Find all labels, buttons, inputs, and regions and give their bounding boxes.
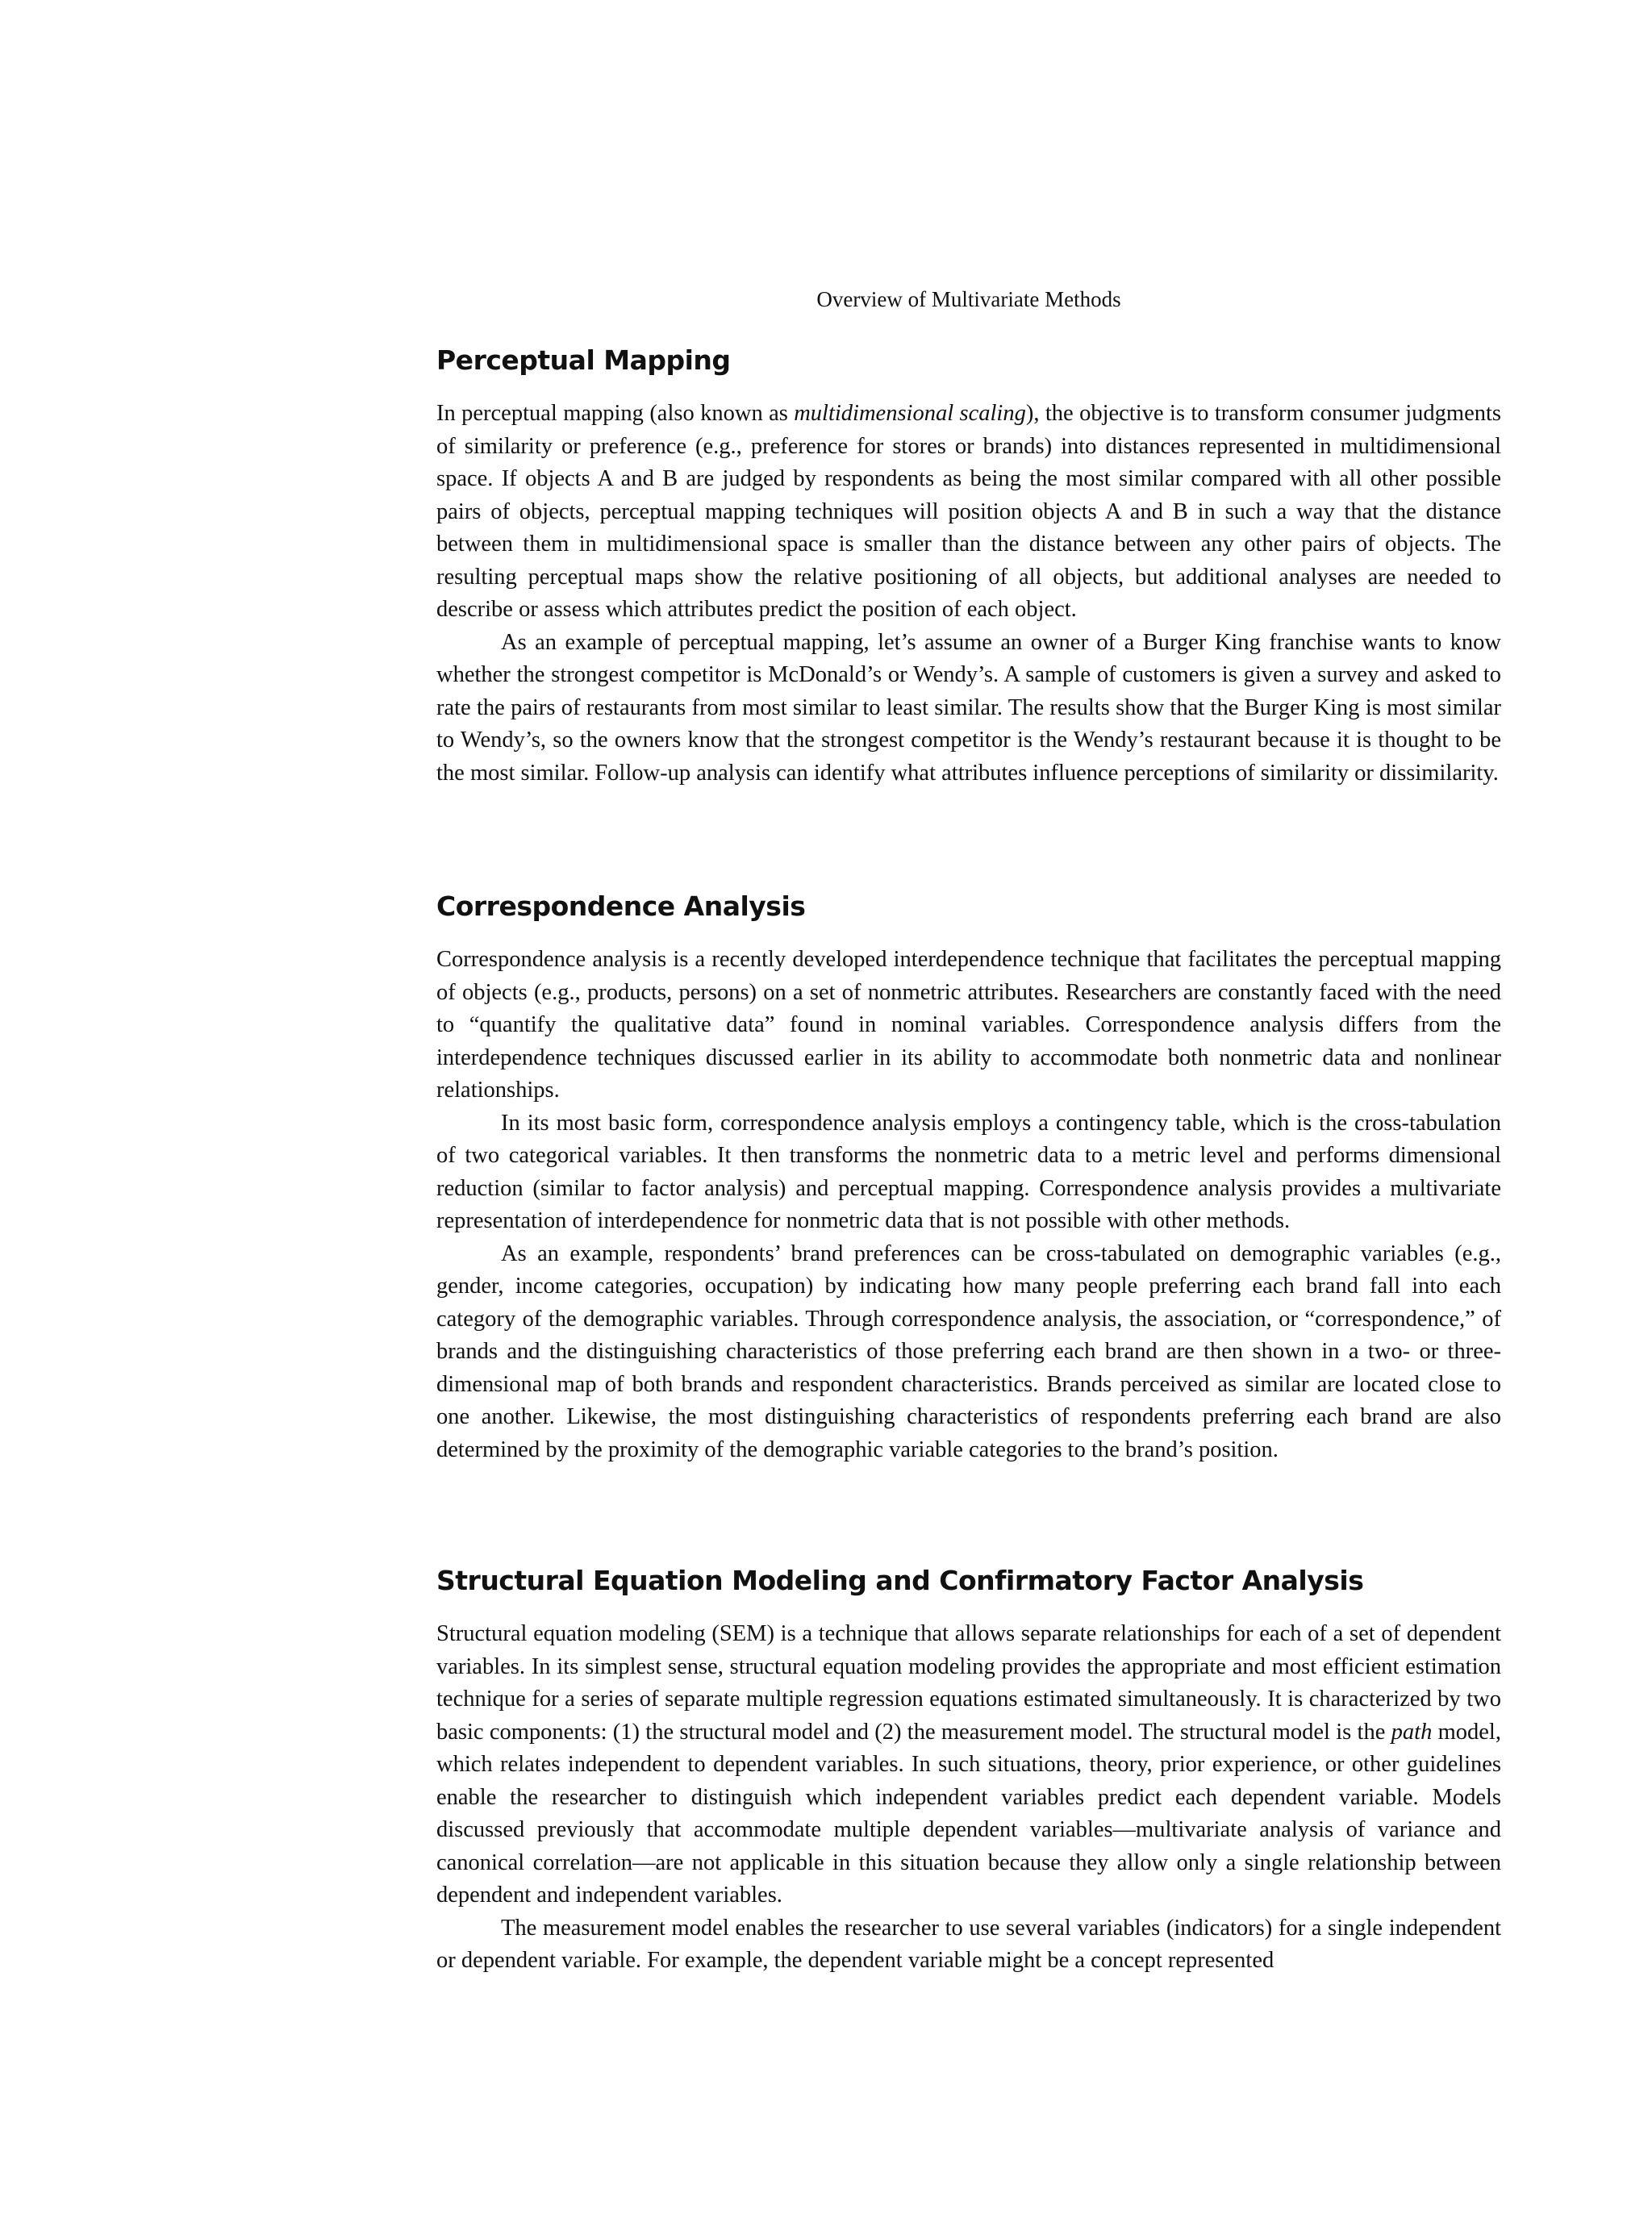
paragraph (436, 398, 1501, 627)
italic-term: multidimensional scaling (794, 401, 1026, 426)
paragraph-text: model, which relates independent to dependent variables. In such situations, theory, prior experience, or other guidelines enable the researcher to distinguish which independent variables predict each dependent variable. Models discussed previously that accommodate multiple dependent variables—multivariate analysis of variance and canonical correlation—are not applicable in this situation because they allow only a single relationship between dependent and independent variables. (436, 1719, 1501, 1908)
section-heading: Structural Equation Modeling and Confirmatory Factor Analysis (436, 1565, 1364, 1596)
paragraph-text: Structural equation modeling (SEM) is a technique that allows separate relationships for each of a set of dependent variables. In its simplest sense, structural equation modeling provides the appropriate and most efficient estimation technique for a series of separate multiple regression equations estimated simultaneously. It is characterized by two basic components: (1) the structural model and (2) the measurement model. The structural model is the (436, 1621, 1501, 1745)
paragraph-text: In perceptual mapping (also known as (436, 401, 795, 426)
section-perceptual-mapping (436, 343, 1501, 790)
italic-term: path (1391, 1719, 1433, 1745)
section-heading: Perceptual Mapping (436, 344, 731, 376)
section-heading: Correspondence Analysis (436, 890, 806, 922)
section-structural-equation-modeling (436, 1563, 1501, 1978)
paragraph: As an example of perceptual mapping, let’s assume an owner of a Burger King franchise wants to know whether the strongest competitor is McDonald’s or Wendy’s. A sample of customers is given a survey and asked to rate the pairs of restaurants from most similar to least similar. The results show that the Burger King is most similar to Wendy’s, so the owners know that the strongest competitor is the Wendy’s restaurant because it is thought to be the most similar. Follow-up analysis can identify what attributes influence perceptions of similarity or dissimilarity. (436, 629, 1501, 786)
running-head: Overview of Multivariate Methods (816, 287, 1121, 311)
paragraph: Correspondence analysis is a recently developed interdependence technique that facilitates the perceptual mapping of objects (e.g., products, persons) on a set of nonmetric attributes. Researchers are constantly faced with the need to “quantify the qualitative data” found in nominal variables. Correspondence analysis differs from the interdependence techniques discussed earlier in its ability to accommodate both nonmetric data and nonlinear relationships. (436, 947, 1501, 1103)
paragraph: As an example, respondents’ brand preferences can be cross-tabulated on demographic variables (e.g., gender, income categories, occupation) by indicating how many people preferring each brand fall into each category of the demographic variables. Through correspondence analysis, the association, or “correspondence,” of brands and the distinguishing characteristics of those preferring each brand are then shown in a two- or three-dimensional map of both brands and respondent characteristics. Brands perceived as similar are located close to one another. Likewise, the most distinguishing characteristics of respondents preferring each brand are also determined by the proximity of the demographic variable categories to the brand’s position. (436, 1241, 1501, 1462)
paragraph (436, 1618, 1501, 1912)
section-correspondence-analysis (436, 889, 1501, 1466)
paragraph: In its most basic form, correspondence analysis employs a contingency table, which is the cross-tabulation of two categorical variables. It then transforms the nonmetric data to a metric level and performs dimensional reduction (similar to factor analysis) and perceptual mapping. Correspondence analysis provides a multivariate representation of interdependence for nonmetric data that is not possible with other methods. (436, 1110, 1501, 1233)
paragraph: The measurement model enables the researcher to use several variables (indicators) for a single independent or dependent variable. For example, the dependent variable might be a concept represented (436, 1915, 1501, 1973)
paragraph-text: ), the objective is to transform consumer judgments of similarity or preference (e.g., preference for stores or brands) into distances represented in multidimensional space. If objects A and B are judged by respondents as being the most similar compared with all other possible pairs of objects, perceptual mapping techniques will position objects A and B in such a way that the distance between them in multidimensional space is smaller than the distance between any other pairs of objects. The resulting perceptual maps show the relative positioning of all objects, but additional analyses are needed to describe or assess which attributes predict the position of each object. (436, 401, 1501, 622)
